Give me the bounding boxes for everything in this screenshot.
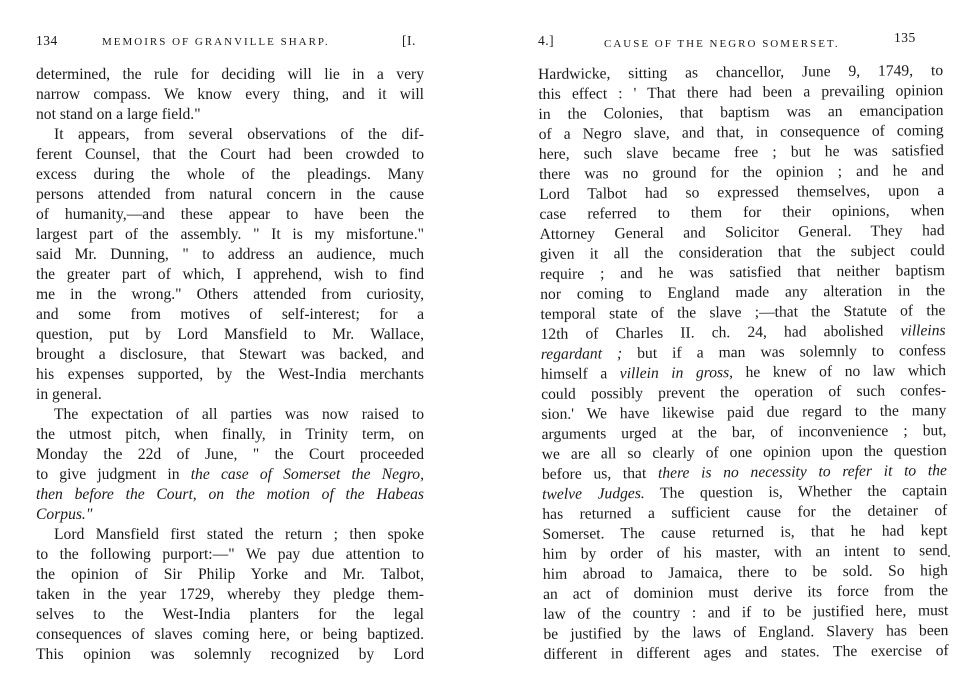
- text-line: [36, 145, 424, 165]
- text-span: law of the country : and if to be justified here, must: [543, 602, 949, 623]
- text-span: not stand on a large field.": [36, 106, 201, 123]
- italic-text: regardant ;: [540, 345, 623, 363]
- right-page-number: 135: [894, 30, 916, 45]
- text-span: This opinion was solemnly recognized by Lord: [36, 646, 424, 663]
- text-span: case referred to them for their opinions, when: [539, 202, 945, 223]
- text-span: Attorney General and Solicitor General. They had: [539, 222, 945, 243]
- text-span: Lord Talbot had so expressed themselves, upon a: [539, 182, 945, 203]
- text-line: [36, 365, 424, 385]
- italic-text: villeins: [900, 322, 946, 340]
- text-line: [36, 625, 424, 645]
- text-line: [36, 545, 424, 565]
- right-page-text: [538, 61, 949, 665]
- text-line: [36, 605, 424, 625]
- text-line: [36, 265, 424, 285]
- text-span: this effect : ' That there had been a prevailing opinion: [538, 82, 944, 103]
- text-span: he knew of no law which: [732, 362, 947, 382]
- text-span: require ; and he was satisfied that neither baptism: [539, 262, 946, 283]
- text-line: [36, 485, 424, 505]
- text-span: him abroad to Jamaica, there to be sold. So high: [542, 562, 948, 583]
- text-span: of a Negro slave, and that, in consequence of coming: [538, 122, 944, 143]
- text-span: largest part of the assembly. " It is my misfortune.": [36, 226, 424, 243]
- text-span: narrow compass. We know every thing, and it will: [36, 86, 424, 103]
- text-span: the opinion of Sir Philip Yorke and Mr. Talbot,: [36, 566, 424, 583]
- text-line: [36, 245, 424, 265]
- text-line: [36, 385, 424, 405]
- text-span: to the following purport:—" We pay due attention to: [36, 546, 424, 563]
- text-span: me in the wrong." Others attended from curiosity,: [36, 286, 424, 303]
- text-span: nor coming to England made any alteration in the: [540, 282, 946, 303]
- text-line: [36, 325, 424, 345]
- text-span: brought a disclosure, that Stewart was backed, and: [36, 346, 424, 363]
- text-span: temporal state of the slave ;—that the Statute of the: [540, 302, 946, 323]
- text-line: [36, 445, 424, 465]
- text-span: and some from motives of self-interest; for a: [36, 306, 424, 323]
- text-line: [36, 125, 424, 145]
- text-line: [36, 105, 424, 125]
- text-span: said Mr. Dunning, " to address an audience, much: [36, 246, 424, 263]
- left-running-head: MEMOIRS OF GRANVILLE SHARP.: [102, 36, 330, 48]
- text-line: [36, 585, 424, 605]
- text-span: sion.' We have likewise paid due regard to the many: [541, 402, 947, 423]
- right-section-marker: 4.]: [538, 33, 555, 48]
- text-line: [36, 305, 424, 325]
- text-span: different in different ages and states. The exercise of: [543, 642, 949, 663]
- left-page-text: [36, 65, 424, 665]
- text-span: arguments urged at the bar, of inconvenience ; but,: [541, 422, 947, 443]
- text-span: to give judgment in: [36, 466, 191, 483]
- text-span: consequences of slaves coming here, or being baptized.: [36, 626, 424, 643]
- text-span: here, such slave became free ; but he was satisfied: [538, 142, 944, 163]
- text-span: could possibly prevent the operation of such confes-: [541, 382, 947, 403]
- italic-text: villein in gross,: [619, 364, 734, 383]
- text-span: determined, the rule for deciding will lie in a very: [36, 66, 424, 83]
- text-span: excess during the whole of the pleadings. Many: [36, 166, 424, 183]
- print-speck: [948, 555, 950, 557]
- text-span: him by order of his master, with an intent to send: [542, 542, 948, 563]
- text-line: [36, 165, 424, 185]
- text-span: given it all the consideration that the subject could: [539, 242, 945, 263]
- left-section-marker: [I.: [402, 33, 416, 48]
- text-span: be justified by the laws of England. Slavery has been: [543, 622, 949, 643]
- text-line: [36, 185, 424, 205]
- italic-text: twelve Judges.: [542, 484, 645, 503]
- text-span: 12th of Charles II. ch. 24, had abolished: [540, 322, 901, 343]
- italic-text: Corpus.": [36, 506, 93, 523]
- text-span: The question is, Whether the captain: [644, 482, 948, 502]
- text-line: [36, 465, 424, 485]
- text-span: an act of dominion must derive its force from the: [543, 582, 949, 603]
- text-span: Hardwicke, sitting as chancellor, June 9, 1749, to: [538, 62, 944, 83]
- text-span: question, put by Lord Mansfield to Mr. Wallace,: [36, 326, 424, 343]
- text-line: [36, 205, 424, 225]
- text-span: in the Colonies, that baptism was an emancipation: [538, 102, 944, 123]
- text-line: [36, 65, 424, 85]
- left-page-number: 134: [36, 33, 58, 48]
- text-span: Somerset. The cause returned is, that he had kept: [542, 522, 948, 543]
- text-line: [36, 285, 424, 305]
- text-span: The expectation of all parties was now raised to: [54, 406, 424, 423]
- text-span: but if a man was solemnly to confess: [622, 342, 946, 363]
- italic-text: then before the Court, on the motion of the Habeas: [36, 486, 424, 503]
- left-page: [0, 0, 480, 700]
- right-running-head: CAUSE OF THE NEGRO SOMERSET.: [604, 38, 840, 50]
- right-page: [490, 0, 980, 700]
- text-line: [36, 345, 424, 365]
- italic-text: there is no necessity to refer it to the: [657, 462, 947, 482]
- text-line: [36, 645, 424, 665]
- text-span: his expenses supported, by the West-India merchants: [36, 366, 424, 383]
- text-line: [544, 641, 949, 665]
- text-span: the greater part of which, I apprehend, wish to find: [36, 266, 424, 283]
- text-span: the utmost pitch, when finally, in Trinity term, on: [36, 426, 424, 443]
- text-span: himself a: [540, 365, 620, 383]
- text-line: [36, 505, 424, 525]
- text-line: [36, 565, 424, 585]
- text-span: in general.: [36, 386, 102, 403]
- text-span: there was no ground for the opinion ; and he and: [538, 162, 945, 183]
- text-span: ferent Counsel, that the Court had been crowded to: [36, 146, 424, 163]
- text-span: taken in the year 1729, whereby they pledge them-: [36, 586, 424, 603]
- text-span: It appears, from several observations of the dif-: [54, 126, 424, 143]
- text-line: [36, 85, 424, 105]
- text-line: [36, 525, 424, 545]
- text-span: of humanity,—and these appear to have been the: [36, 206, 424, 223]
- text-line: [36, 225, 424, 245]
- text-span: has returned a sufficient cause for the detainer of: [542, 502, 948, 523]
- text-span: we are all so clearly of one opinion upon the question: [541, 442, 947, 463]
- text-line: [36, 425, 424, 445]
- text-span: before us, that: [541, 464, 659, 483]
- italic-text: the case of Somerset the Negro,: [190, 466, 425, 483]
- text-line: [36, 405, 424, 425]
- text-span: Lord Mansfield first stated the return ; then spoke: [54, 526, 424, 543]
- text-span: selves to the West-India planters for the legal: [36, 606, 424, 623]
- text-span: persons attended from natural concern in the cause: [36, 186, 424, 203]
- text-span: Monday the 22d of June, " the Court proceeded: [36, 446, 424, 463]
